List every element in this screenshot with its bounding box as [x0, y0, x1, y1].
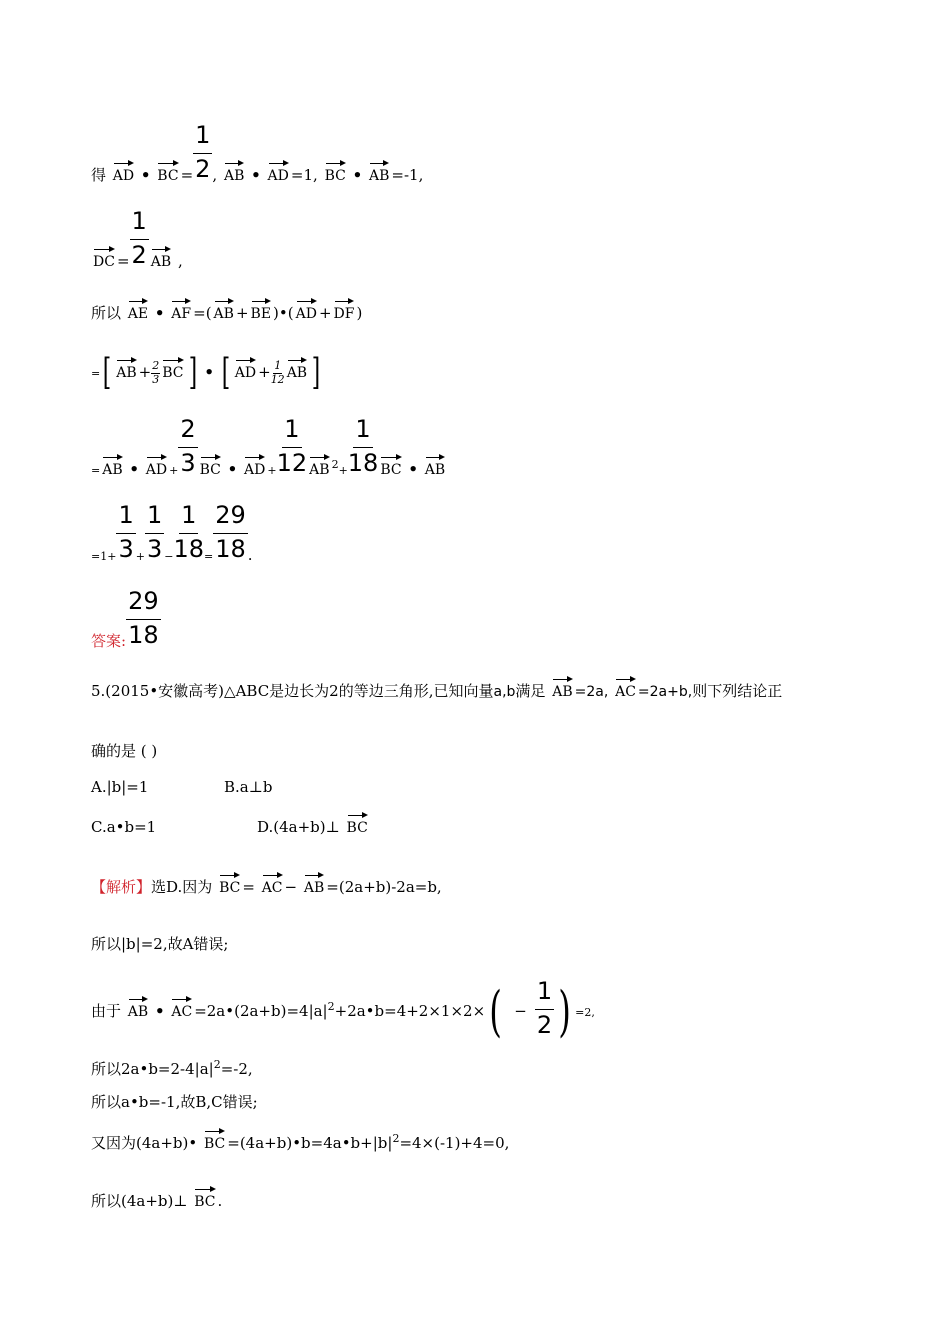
vector-ab: AB: [128, 996, 148, 1019]
numerator: 1: [282, 416, 301, 448]
text-suoyi: 所以: [91, 304, 122, 322]
fraction-1-12: [277, 416, 308, 477]
vector-bc: BC: [162, 357, 183, 380]
vector-bc: BC: [347, 812, 368, 835]
numerator: 1: [353, 416, 372, 448]
fraction-1-2: [130, 208, 149, 269]
denominator: 12: [270, 372, 285, 386]
vector-dc: DC: [93, 246, 115, 269]
dot: •: [129, 460, 139, 479]
bracket-right: ]: [188, 352, 197, 393]
denominator: 3: [180, 448, 196, 477]
text-eq-one-plus: =1+: [91, 550, 117, 564]
line-1: [91, 122, 423, 183]
numerator: 1: [145, 502, 164, 534]
vector-ab: AB: [214, 298, 234, 321]
line-4: [91, 352, 323, 393]
plus: +: [135, 550, 145, 564]
line-2: [91, 208, 183, 269]
question-5-line-1: [91, 676, 782, 699]
comma: ,: [177, 252, 183, 271]
bracket-left: [: [103, 352, 112, 393]
superscript: 2: [331, 458, 339, 472]
denominator: 3: [118, 534, 134, 563]
fraction-neg-half: [535, 978, 554, 1039]
period: .: [247, 546, 253, 565]
text-2ab-end: =-2,: [220, 1060, 253, 1078]
plus: +: [235, 304, 249, 322]
fraction-29-18: [213, 502, 248, 563]
fraction-1-3: [116, 502, 135, 563]
vector-ad: AD: [113, 160, 134, 183]
numerator: 1: [535, 978, 554, 1010]
plus: +: [169, 464, 179, 478]
analysis-line-6: [91, 1128, 509, 1151]
text-de: 得: [91, 166, 107, 185]
superscript: 2: [213, 1058, 221, 1071]
dot: •: [227, 460, 238, 479]
option-a-text: A.|b|=1: [91, 778, 149, 796]
vector-ab: AB: [425, 454, 445, 477]
vector-ac: AC: [262, 872, 283, 895]
analysis-line-3: [91, 977, 595, 1044]
vector-ad: AD: [235, 357, 256, 380]
vector-ab: AB: [304, 872, 324, 895]
fraction-1-2: [193, 122, 212, 183]
denominator: 18: [173, 534, 204, 563]
dot: •: [251, 166, 261, 185]
numerator: 29: [126, 588, 161, 620]
vector-ab: AB: [151, 246, 171, 269]
numerator: 2: [178, 416, 197, 448]
denominator: 2: [536, 1010, 553, 1039]
fraction-2-3: [178, 416, 197, 477]
text-you-mid: =(4a+b)•b=4a•b+|b|: [227, 1134, 393, 1152]
minus: −: [284, 878, 298, 896]
text-yu-end: =2,: [575, 1006, 595, 1020]
analysis-line-4: [91, 1059, 253, 1077]
vector-bc: BC: [204, 1128, 225, 1151]
answer-label: 答案:: [91, 632, 127, 651]
vector-bc: BC: [380, 454, 401, 477]
equals: =: [116, 252, 130, 271]
q5-vectors: a,b: [493, 684, 516, 700]
line-6: [91, 502, 253, 563]
numerator: 1: [193, 122, 212, 154]
denominator: 2: [131, 240, 147, 269]
text-yu-mid: =2a•(2a+b)=4|a|: [194, 1002, 328, 1021]
analysis-text: 选D.因为: [151, 878, 213, 896]
text-you: 又因为(4a+b)•: [91, 1134, 198, 1152]
paren-left: (: [489, 980, 503, 1044]
analysis-line-2: [91, 937, 228, 952]
vector-ad: AD: [146, 454, 167, 477]
denominator: 12: [276, 448, 308, 477]
line-3: [91, 298, 362, 321]
bracket-right: ]: [311, 352, 321, 393]
vector-ab: AB: [224, 160, 244, 183]
numerator: 1: [274, 359, 282, 373]
analysis-line-5: [91, 1095, 258, 1110]
vector-ac: AC: [615, 676, 636, 699]
text-close: ): [356, 304, 363, 322]
text-mid: )•(: [273, 304, 294, 322]
vector-af: AF: [171, 298, 191, 321]
text-open: =(: [193, 304, 212, 322]
analysis-end: =(2a+b)-2a=b,: [326, 878, 442, 896]
vector-bc: BC: [194, 1186, 215, 1209]
plus: +: [318, 304, 332, 322]
analysis-label: 【解析】: [91, 878, 152, 896]
fraction-1-18: [173, 502, 204, 563]
vector-ab: AB: [552, 676, 572, 699]
denominator: 3: [146, 534, 163, 563]
vector-ad: AD: [268, 160, 289, 183]
vector-df: DF: [334, 298, 355, 321]
answer-line: [91, 588, 161, 649]
paren-right: ): [558, 980, 571, 1044]
vector-ab: AB: [102, 454, 122, 477]
minus: −: [164, 550, 174, 564]
question-5-line-2: [91, 744, 157, 759]
vector-be: BE: [251, 298, 272, 321]
period: .: [217, 1192, 223, 1210]
text-eq-neg1: =-1,: [391, 166, 424, 185]
fraction-small-2-3: [151, 360, 160, 385]
minus: −: [514, 1002, 527, 1021]
option-c-text: C.a•b=1: [91, 818, 157, 836]
analysis-line-1: [91, 872, 442, 895]
vector-bc: BC: [157, 160, 178, 183]
equals: =: [180, 166, 194, 185]
equals: =: [203, 550, 214, 564]
vector-ac: AC: [171, 996, 192, 1019]
plus: +: [267, 464, 277, 478]
vector-ae: AE: [128, 298, 148, 321]
denominator: 18: [347, 448, 379, 477]
superscript: 2: [327, 1000, 335, 1014]
text-ab: 所以a•b=-1,故B,C错误;: [91, 1093, 258, 1111]
option-c: [91, 820, 156, 835]
option-d: [257, 812, 370, 835]
denominator: 18: [215, 534, 246, 563]
text-eq-1: =1,: [290, 166, 318, 185]
option-a: [91, 780, 148, 795]
vector-bc: BC: [325, 160, 346, 183]
vector-bc: BC: [219, 872, 240, 895]
text-last: 所以(4a+b)⊥: [91, 1192, 188, 1210]
numerator: 1: [179, 502, 198, 534]
dot: •: [154, 1002, 165, 1021]
equals: =: [91, 367, 101, 380]
denominator: 18: [128, 620, 159, 649]
denominator: 3: [152, 372, 160, 386]
q5-eq1: =2a,: [574, 684, 609, 700]
q5-text: 5.(2015•安徽高考)△ABC是边长为2的等边三角形,已知向量: [91, 682, 494, 700]
numerator: 1: [116, 502, 135, 534]
equals: =: [242, 878, 255, 896]
denominator: 2: [195, 154, 211, 183]
option-b: [224, 780, 272, 795]
vector-bc: BC: [200, 454, 221, 477]
text-you-end: =4×(-1)+4=0,: [399, 1134, 510, 1152]
option-b-text: B.a⊥b: [224, 778, 273, 796]
numerator: 2: [152, 359, 160, 373]
equals: =: [91, 464, 101, 478]
plus: +: [258, 363, 271, 381]
dot: •: [352, 166, 363, 185]
text-2ab: 所以2a•b=2-4|a|: [91, 1060, 214, 1078]
vector-ab: AB: [369, 160, 389, 183]
fraction-29-18: [126, 588, 161, 649]
plus: +: [338, 464, 348, 478]
analysis-line-7: [91, 1186, 222, 1209]
fraction-small-1-12: [271, 360, 285, 385]
vector-ab: AB: [287, 357, 307, 380]
q5-eq2: =2a+b,: [637, 684, 693, 700]
comma: ,: [212, 166, 218, 185]
q5-tail: 则下列结论正: [692, 682, 783, 700]
dot: •: [408, 460, 418, 479]
analysis-b-norm: 所以|b|=2,故A错误;: [91, 935, 229, 953]
fraction-1-3: [145, 502, 164, 563]
q5-mid: 满足: [515, 682, 546, 700]
dot: •: [154, 304, 165, 322]
fraction-1-18: [348, 416, 379, 477]
line-5: [91, 416, 447, 477]
plus: +: [138, 363, 152, 381]
text-yuyu: 由于: [91, 1002, 122, 1021]
text-yu-tail: +2a•b=4+2×1×2×: [334, 1002, 486, 1021]
numerator: 1: [130, 208, 149, 240]
dot: •: [140, 166, 151, 185]
vector-ab: AB: [309, 454, 329, 477]
q5-line2: 确的是 ( ): [91, 742, 158, 760]
superscript: 2: [392, 1132, 400, 1145]
numerator: 29: [213, 502, 248, 534]
option-d-text: D.(4a+b)⊥: [257, 818, 340, 836]
vector-ad: AD: [244, 454, 265, 477]
dot: •: [204, 363, 214, 381]
vector-ab: AB: [116, 357, 136, 380]
vector-ad: AD: [296, 298, 317, 321]
bracket-left: [: [221, 352, 230, 393]
